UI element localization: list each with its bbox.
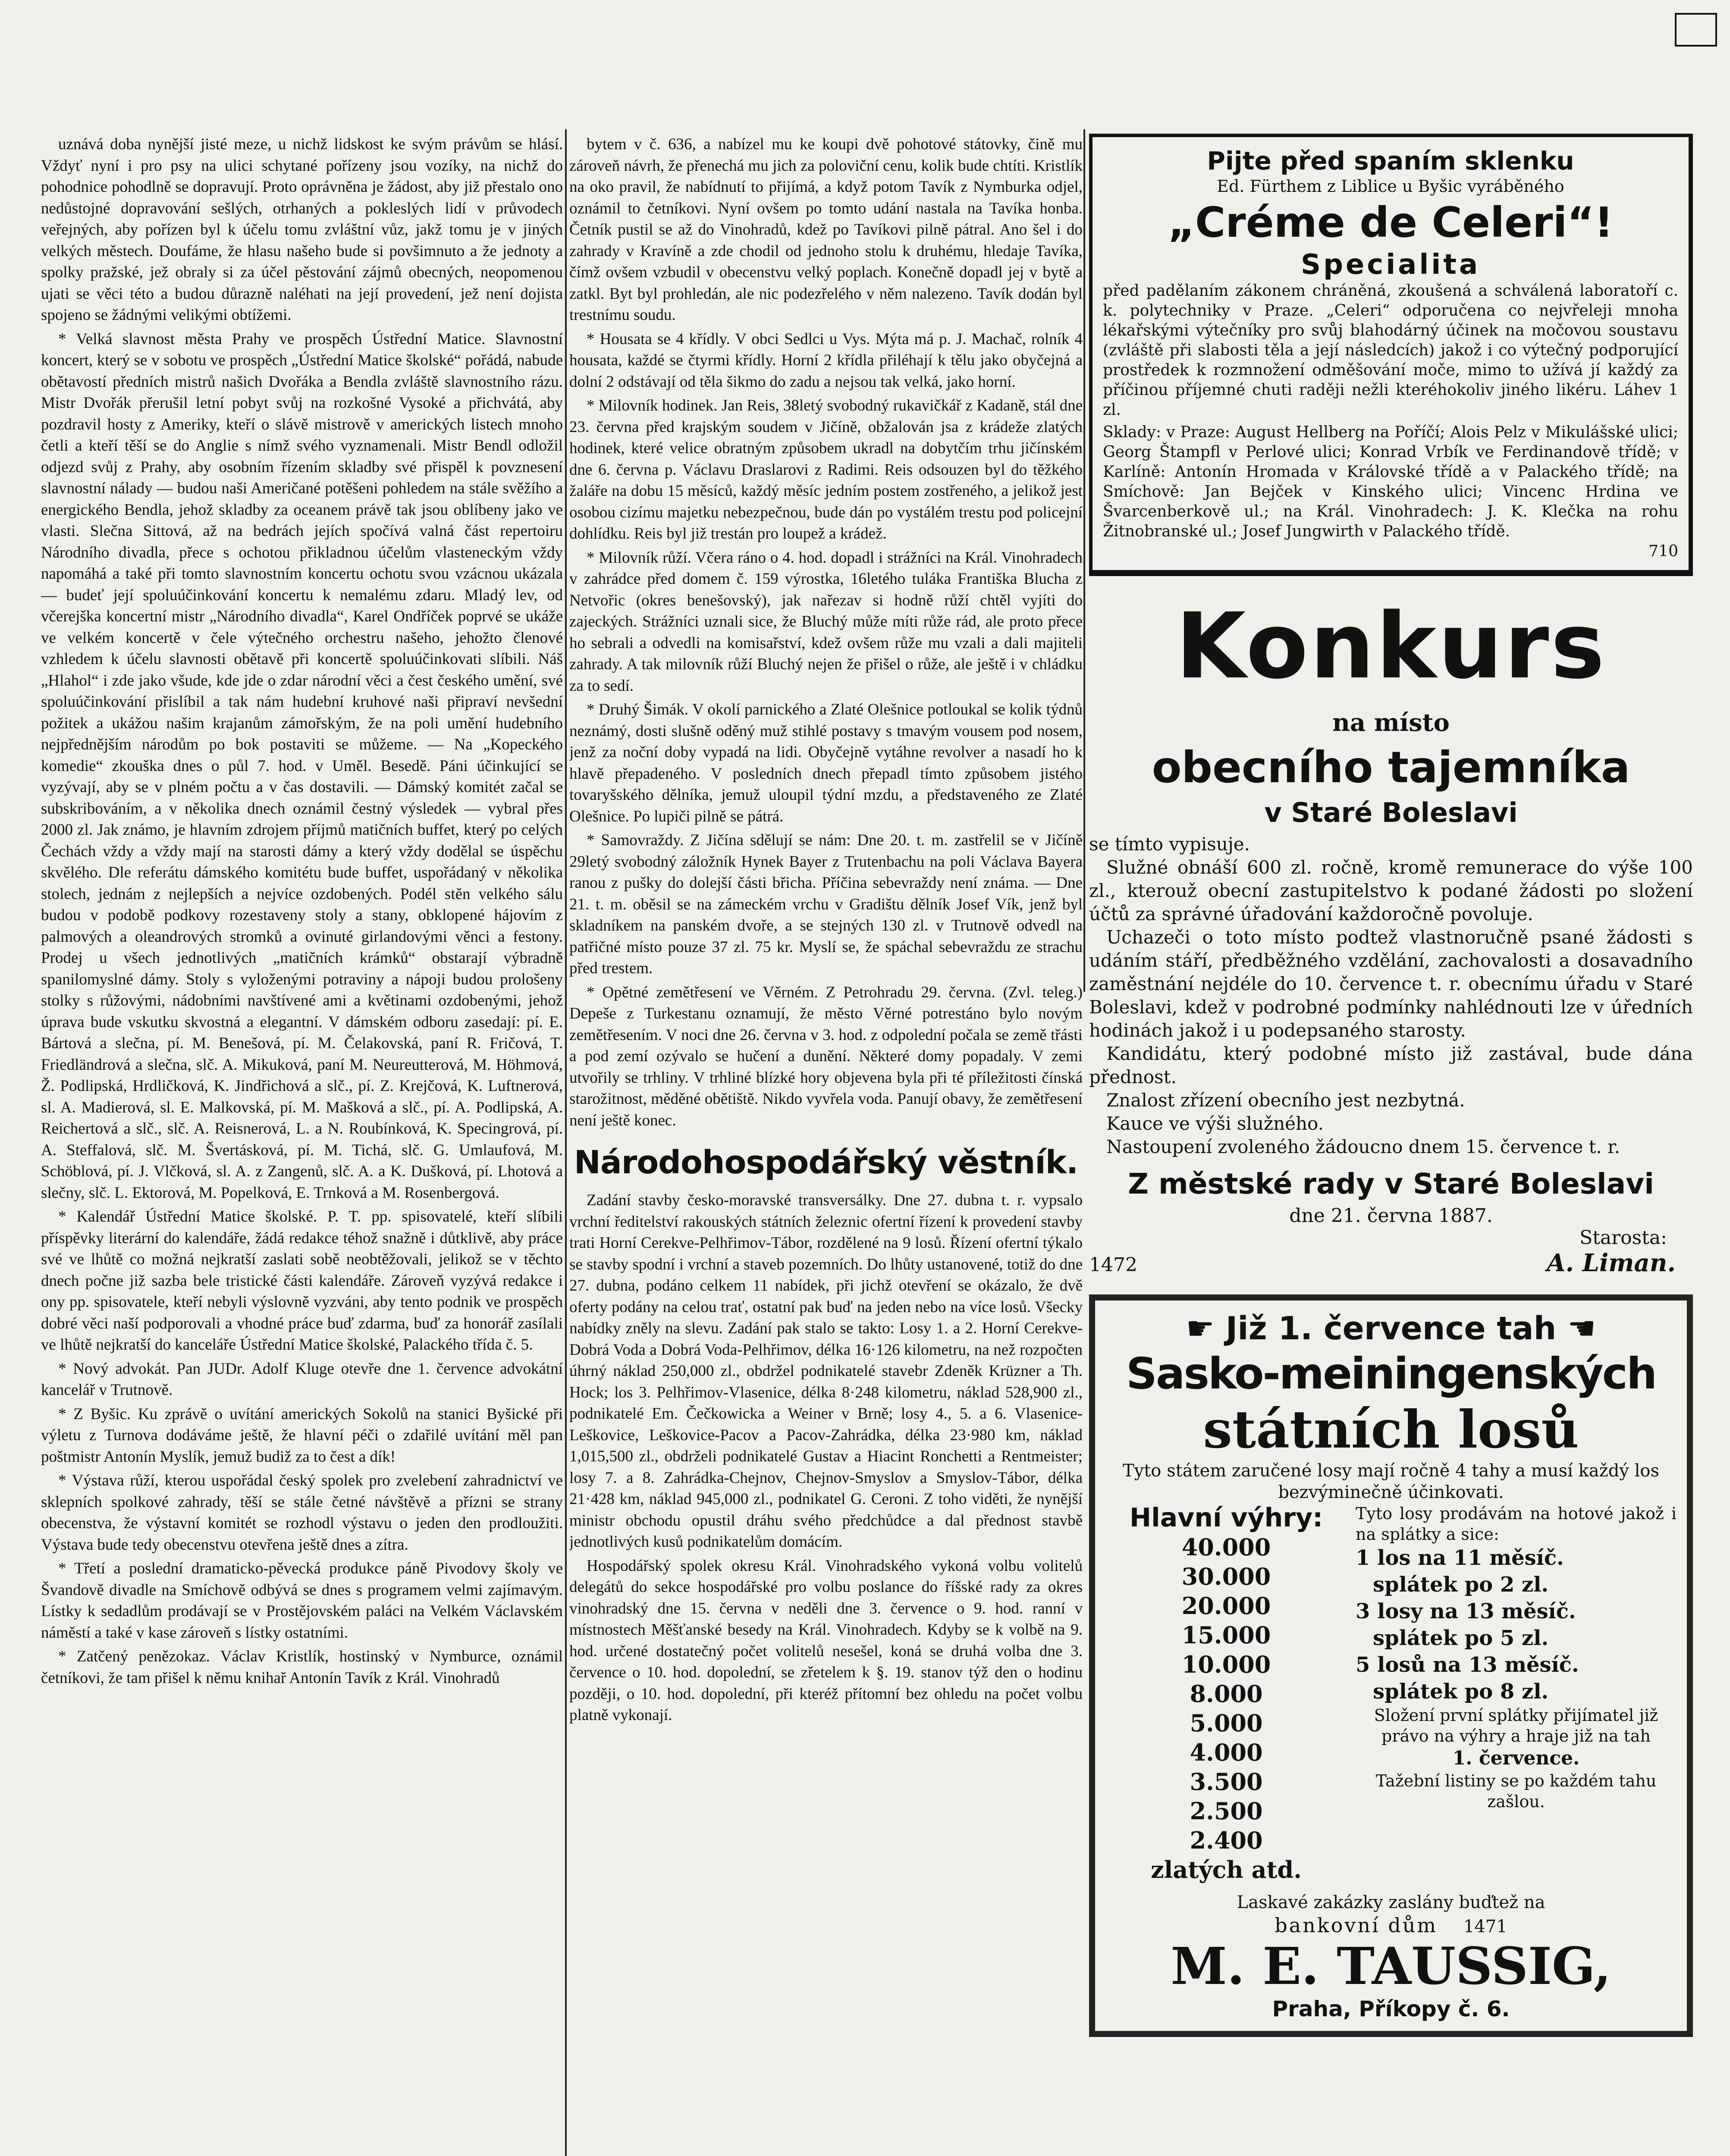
ad-specialty: Specialita [1300,249,1481,281]
offer-line: splátek po 8 zl. [1373,1680,1549,1704]
draw-date: 1. července. [1452,1747,1580,1769]
list-note: Tažební listiny se po každém tahu zašlou. [1375,1771,1657,1811]
ad-number: 710 [1648,542,1678,560]
economy-paragraph: Zadání stavby česko-moravské transversálky. Dne 27. dubna t. r. vypsalo vrchní ředitelství rakouských státních železnic ofertní řízení k provedení stavby trati Horní Cerekve-Pelhřimov-Tábor, rozdělené na 9 losů. Řízení ofertní týkalo se stavby spodní i vrchní a staveb pozemních. Do lhůty ustanovené, totiž do dne 27. dubna, podáno celkem 11 nabídek, při jichž otevření se okázalo, že dvě oferty podány na celou trať, ostatní pak buď na jeden nebo na více losů. Všecky nabídky zněly na slevu. Zadání pak stalo se takto: Losy 1. a 2. Horní Cerekve-Dobrá Voda a Dobrá Voda-Pelhřimov, délka 16·126 kilometru, na než rozpočten úhrný náklad 250,000 zl., obdržel podnikatelé stavebr Zdeněk Krüzner a Th. Hock; los 3. Pelhřimov-Vlasenice, délka 8·248 kilometru, náklad 528,900 zl., podnikatelé Em. Čečkowicka a Weiner v Brně; losy 4., 5. a 6. Vlasenice-Leškovice, Leškovice-Pacov a Pacov-Zahrádka, délka 23·980 km, náklad 1,015,500 zl., obdrželi podnikatelé Gustav a Hiacint Ronchetti a Rentmeister; losy 7. a 8. Zahrádka-Chejnov, Chejnov-Smyslov a Smyslov-Tábor, délka 21·428 km, náklad 945,000 zl., podnikatel G. Ceroni. Z toho viděti, že nynější ministr obchodu opustil dráhu svého předchůdce a dal přednost stavbě jednotlivých kusů podnikatelům domácím. [569,1191,1083,1551]
konkurs-paragraph: Služné obnáší 600 zl. ročně, kromě remunerace do výše 100 zl., kterouž obecní zastupitelstvo k podané žádosti po složení účtů za správné úřadování každoročně povoluje. [1089,857,1693,924]
column-news-2 [569,134,1083,2156]
lottery-date-line [1105,1309,1677,1348]
konkurs-ad-number: 1472 [1089,1254,1137,1276]
prize-amount: 5.000 [1190,1709,1263,1737]
prize-amount: 15.000 [1181,1621,1271,1649]
prizes-label: Hlavní výhry: [1129,1503,1323,1533]
lottery-address: Praha, Příkopy č. 6. [1272,1996,1510,2021]
prize-amount: 30.000 [1181,1563,1271,1590]
lottery-prize-list [1105,1503,1347,1884]
section-title-economy: Národohospodářský věstník. [574,1144,1078,1181]
konkurs-na-misto: na místo [1332,708,1450,737]
ad-konkurs [1089,593,1693,1277]
konkurs-title: Konkurs [1175,593,1607,699]
article-paragraph: uznává doba nynější jisté meze, u nichž lidskost ke svým právům se hlásí. Vždyť nyní i pro psy na ulici schytané pořízeny jsou vozíky, na nichž do pohodnice pohodlně se dopravují. Proto oprávněna je žádost, aby již přestalo ono nedůstojné dopravování sešlých, otrhaných a pokleslých lidí v průvodech veřejných, aby pořízen byl k účelu tomu zvláštní vůz, jakž tomu je v jiných velkých městech. Doufáme, že hlasu našeho bude si povšimnuto a že jednoty a spolky pražské, jež obraly si za účel pěstování zájmů obecných, neopomenou ujati se věci této a budou důrazně naléhati na její provedení, jež není dojista spojeno se žádnými velikými obtížemi. [41,135,563,324]
konkurs-paragraph: Nastoupení zvoleného žádoucno dnem 15. července t. r. [1106,1136,1620,1157]
prize-amount: 2.500 [1190,1797,1263,1825]
article-paragraph: * Z Byšic. Ku zprávě o uvítání amerických Sokolů na stanici Byšické při výletu z Turnova dodáváme ještě, že hlavní péči o zdařilé uvítání měl pan poštmistr Antonín Myslík, jemuž budiž za to čest a dík! [41,1405,563,1466]
offer-line: splátek po 5 zl. [1373,1626,1549,1650]
prize-amount: 20.000 [1181,1592,1271,1620]
konkurs-town: v Staré Boleslavi [1264,797,1518,828]
lottery-firm: M. E. TAUSSIG, [1171,1936,1611,1996]
economy-paragraph: Hospodářský spolek okresu Král. Vinohradského vykoná volbu volitelů delegátů do sekce hospodářské pro volbu poslance do říšské rady za okres vinohradský dne 15. června v neděli dne 3. července o 9. hod. ranní v místnostech Měšťanské besedy na Král. Vinohradech. Kdyby se k volbě na 9. hod. určené dostatečný počet volitelů nesešel, koná se druhá volba dne 3. července o 10. hod. dopolední, se zřetelem k §. 19. stanov týž den o hodinu později, o 10. hod. dopolední, při kteréž přítomní bez ohledu na počet volbu platně vykonají. [569,1557,1083,1724]
ad-maker: Ed. Fürthem z Liblice u Byšic vyráběného [1217,177,1564,196]
offer-line: 3 losy na 13 měsíč. [1356,1599,1576,1623]
article-paragraph: * Třetí a poslední dramaticko-pěvecká produkce páně Pivodovy školy ve Švandově divadle na Smíchově odbývá se dnes s programem velmi zajímavým. Lístky k sedadlům prodávají se v Prostějovském paláci na Velkém Václavském náměstí a také v kase zároveň s lístky ostatními. [41,1560,563,1642]
lottery-date-text: Již 1. července tah [1225,1310,1557,1347]
prize-amount: 3.500 [1190,1768,1263,1796]
ad-body: před padělaním zákonem chráněná, zkoušená a schválená laboratoří c. k. polytechniky v Praze. „Celeri“ odporučena co nejvřeleji mnoha lékařskými výtečníky pro svůj blahodárný účinek na močovou soustavu (zvláště při slabosti těla a její následcích) jakož i co výtečný podporující prostředek k rozmnožení odměšování moče, mimo to užívá jí každý za příčinou příjemné chuti raději nežli kteréhokoliv jiného likéru. Láhev 1 zl. [1103,282,1678,419]
konkurs-paragraph: Kauce ve výši služného. [1106,1113,1324,1134]
bank-label: bankovní dům [1275,1914,1438,1937]
lottery-ad-number: 1471 [1463,1917,1507,1937]
article-paragraph: * Samovraždy. Z Jičína sdělují se nám: Dne 20. t. m. zastřelil se v Jičíně 29letý svobodný záložník Hynek Bayer z Trutenbachu na poli Václava Bayera ranou z pušky do dolejší části břicha. Příčina sebevraždy není známa. — Dne 21. t. m. oběsil se na zámeckém vrchu v Gradištu dělník Josef Vík, jenž byl skladníkem na panském dvoře, a se stejných 130 zl. v Trutnově odvedl na patřičné místo pouze 37 zl. 75 kr. Myslí se, že spáchal sebevraždu ze strachu před trestem. [569,831,1083,977]
ad-lottery [1089,1294,1693,2037]
lottery-title-2: státních losů [1203,1399,1579,1460]
ad-creme-de-celeri [1089,134,1693,576]
column-rule-2 [1083,129,1085,992]
hand-pointer-icon: ☚ [1556,1310,1596,1347]
article-paragraph: * Velká slavnost města Prahy ve prospěch Ústřední Matice. Slavnostní koncert, který se v sobotu ve prospěch „Ústřední Matice školské“ pořádá, nabude obětavostí předních mistrů našich Dvořáka a Bendla zvláště slavnostního rázu. Mistr Dvořák přerušil letní pobyt svůj na rozkošné Vysoké a přichvátá, aby pozdravil hosty z Ameriky, kteří o slávě mistrově v amerických listech mnoho četli a kteří těší se do Anglie s nímž svého vyznamenali. Mistr Bendl odložil odjezd svůj z Prahy, aby osobním řízením skladby své přispěl k povznesení slavnostní nálady — budou naši Američané potěšeni pohledem na stále svěžího a energického Bendla, jehož skladby za oceanem právě tak jsou oblíbeny jako ve vlasti. Slečna Sittová, až na bedrách jejích spočívá valná část repertoiru Národního divadla, přece s ochotou přikladnou účelům vlasteneckým vždy napomáhá a také při tomto slavnostním koncertu ochotu svou vzácnou ukázala — budeť její spoluúčinkování koncertu k nemalému zdaru. Mladý lev, od včerejška koncertní mistr „Národního divadla“, Karel Ondříček poprvé se ukáže ve velkém koncertě v čele výtečného orchestru našeho, jehožto členové vzhledem k účelu slavnosti obětavě při koncertě spoluúčinkovati slíbili. Náš „Hlahol“ i zde jako všude, kde jde o zdar národní věci a čest českého umění, své spoluúčinkování přislíbil a tak nám hudební kruhové naši připraví nevšední požitek a ukážou našim krajanům zámořským, že na poli umění hudebního nejpřednějším národům po bok postaviti se můžeme. — Na „Kopeckého komedie“ zkouška dnes o půl 7. hod. v Uměl. Besedě. Páni účinkující se vyzývají, aby se v plném počtu a v čas dostavili. — Dámský komitét začal se subskribováním, a v několika dnech oznámil čestný výsledek — vybral přes 2000 zl. Jak známo, je hlavním zdrojem příjmů matičních buffet, který po celých Čechách vždy a vždy mají na starosti dámy a který vždy dodělal se úspěchu skvělého. Dle referátu dámského komitétu bude buffet, uspořádaný v několika stolech, jednám z nejlepších a nejvíce ozdobených. Podél stěn velkého sálu budou v podobě podkovy rozestaveny stoly a stany, obklopené hájovím z palmových a oleandrových stromků a ovinuté girlandovými věnci a festony. Prodej u všech jednotlivých „matičních krámků“ obstarají výbradně spanilomyslné dámy. Stoly s vyloženými potraviny a nápoji budou prološeny stolky s růžovými, nádobními navštívené ami a květinami ozdobenými, jehož úprava bude vskutku skvostná a elegantní. V dámském odboru zasedají: pí. E. Bártová a slečna, pí. M. Benešová, pí. M. Čelakovská, paní R. Fričová, T. Friedländrová a slečna, slč. A. Mikuková, paní M. Neureutterová, M. Höhmová, Ž. Podlipská, Hrdličková, K. Jindřichová a slč., pí. Z. Krejčová, K. Luftnerová, sl. A. Madierová, sl. E. Malkovská, pí. M. Mašková a slč., pí. A. Podlipská, A. Reichertová a slč., slč. A. Reisnerová, L. a N. Roubínková, K. Specingrová, pí. A. Steffalová, slč. M. Švertásková, pí. M. Tichá, slč. G. Umlaufová, M. Schöblová, pí. J. Vlčková, sl. A. z Zangenů, slč. A. a K. Dušková, pí. Lhotová a slečny, slč. L. Ektorová, M. Popelková, E. Trnková a M. Rosenbergová. [41,330,563,1202]
prize-amount: 8.000 [1190,1680,1263,1708]
konkurs-paragraph: Kandidátu, který podobné místo již zastával, bude dána přednost. [1089,1043,1693,1087]
article-paragraph: * Druhý Šimák. V okolí parnického a Zlaté Olešnice potloukal se kolik týdnů neznámý, dosti slušně oděný muž stihlé postavy s tmavým vousem pod nosem, jenž za noční doby vypadá na lidi. Obyčejně vytáhne revolver a nasadí ho k hlavě přepadeného. V posledních dnech přepadl tímto způsobem jistého tovaryšského dělníka, jemuž uloupil týdní mzdu, a představeného ze Zlaté Olešnice. Po lupiči pilně se pátrá. [569,701,1083,825]
konkurs-mayor-label: Starosta: [1579,1227,1667,1249]
article-paragraph: * Kalendář Ústřední Matice školské. P. T. pp. spisovatelé, kteří slíbili příspěvky literární do kalendáře, žádá redakce téhož snažně i důtklivě, aby práce své ve lhůtě co možná nejkratší zaslati sobě neobtěžovali, jelikož se v těchto dnech počne již sazba bele tristické části kalendáře. Zároveň vyzývá redakce i ony pp. spisovatele, kteří nebyli výslovně vyzváni, aby tento podnik ve prospěch dobré věci naší podporovali a vhodné práce buď zdarma, buď za honorář zasílali ve lhůtě nejkratší do kanceláře Ústřední Matice školské, Palackého třída č. 5. [41,1208,563,1354]
offer-line: 1 los na 11 měsíč. [1356,1546,1564,1570]
lottery-offers [1356,1503,1677,1884]
konkurs-date: dne 21. června 1887. [1289,1205,1493,1227]
prize-amount: 4.000 [1190,1739,1263,1766]
lottery-prizes [1105,1503,1677,1884]
prizes-suffix: zlatých atd. [1151,1856,1302,1883]
column-rule-1 [565,129,567,2156]
prize-amount: 2.400 [1190,1827,1263,1854]
lottery-title-1: Sasko-meiningenských [1126,1348,1656,1399]
konkurs-position: obecního tajemníka [1152,742,1630,793]
first-payment: Složení první splátky přijímatel již právo na výhry a hraje již na tah [1374,1706,1658,1745]
column-advertisements [1089,134,1693,2156]
prize-amount: 40.000 [1181,1533,1271,1561]
hand-pointer-icon: ☛ [1186,1310,1226,1347]
lottery-guarantee: Tyto státem zaručené losy mají ročně 4 tahy a musí každý los bezvýminečně účinkovati. [1122,1461,1660,1502]
konkurs-from: Z městské rady v Staré Boleslavi [1128,1167,1654,1200]
article-paragraph: * Nový advokát. Pan JUDr. Adolf Kluge otevře dne 1. července advokátní kancelář v Trutnově. [41,1360,563,1399]
offer-intro: Tyto losy prodávám na hotové jakož i na splátky a sice: [1356,1504,1677,1544]
article-paragraph: bytem v č. 636, a nabízel mu ke koupi dvě pohotové státovky, čině mu zároveň návrh, že přenechá mu jich za poloviční cenu, kolik bude chtíti. Kristlík na oko pravil, že nabídnutí to přijímá, a když potom Tavík z Nymburka odjel, oznámil to četníkovi. Nyní ovšem po tomto udání nastala na Tavíka honba. Četník pustil se až do Vinohradů, kdež po Tavíkovi pilně pátral. Ano šel i do zahrady v Kravíně a zde chodil od jednoho stolu k druhému, hledaje Tavíka, čímž ovšem vzbudil v obecenstvu velký poplach. Konečně dopadl jej v bytě a zatkl. Byt byl prohledán, ale nic podezřelého v něm nalezeno. Tavík dodán byl trestnímu soudu. [569,135,1083,324]
article-paragraph: * Opětné zemětřesení ve Věrném. Z Petrohradu 29. června. (Zvl. teleg.) Depeše z Turkestanu oznamují, že město Věrné potrestáno bylo novým zemětřesením. V noci dne 26. června v 3. hod. z odpolední počala se země třásti a pod zemí ozývalo se hučení a dunění. Některé domy popadaly. V zemi utvořily se trhliny. V trhliné blízké hory objevena byla při té příležitosti čínská starožitnost, měděné obětiště. Nikdo vyvřela voda. Panují obavy, že zemětřesení není ještě konec. [569,983,1083,1129]
article-paragraph: * Housata se 4 křídly. V obci Sedlci u Vys. Mýta má p. J. Machač, rolník 4 housata, každé se čtyrmi křídly. Horní 2 křídla přiléhají k tělu jako obyčejná a dolní 2 odstávají od těla šikmo do zadu a nejsou tak velká, jako horní. [569,330,1083,391]
article-paragraph: * Výstava růží, kterou uspořádal český spolek pro zvelebení zahradnictví ve sklepních spolkové zahrady, těší se stále četné návštěvě a přízni se strany obecenstva, že výstavní komitét se rozhodl výstavu o jeden den prodloužiti. Výstava bude tedy obecenstvu otevřena ještě dnes a zítra. [41,1472,563,1554]
prize-amount: 10.000 [1181,1651,1271,1678]
ad-product-name: „Créme de Celeri“! [1168,198,1614,247]
konkurs-paragraph: Znalost zřízení obecního jest nezbytná. [1106,1090,1465,1111]
column-news-1 [41,134,563,2156]
konkurs-intro: se tímto vypisuje. [1089,834,1250,855]
article-paragraph: * Zatčený penězokaz. Václav Kristlík, hostinský v Nymburce, oznámil četníkovi, že tam přišel k němu knihař Antonín Tavík z Král. Vinohradů [41,1648,563,1687]
lottery-orders: Laskavé zakázky zaslány buďtež na [1237,1893,1545,1912]
article-paragraph: * Milovník hodinek. Jan Reis, 38letý svobodný rukavičkář z Kadaně, stál dne 23. června před krajským soudem v Jičíně, obžalován jsa z krádeže zlatých hodinek, které velice obratným způsobem ukradl na dobytčím trhu jičínském dne 6. června p. Václavu Draslarovi z Radimi. Reis odsouzen byl do těžkého žaláře na dobu 15 měsíců, každý měsíc jedním postem zostřeného, a jelikož jest osobou cizímu majetku nebezpečnou, bude dán po vystálém trestu pod policejní dohlídku. Reis byl již trestán pro loupež a krádež. [569,397,1083,542]
ad-stores: Sklady: v Praze: August Hellberg na Poříčí; Alois Pelz v Mikulášské ulici; Georg Štampfl v Perlové ulici; Konrad Vrbík ve Ferdinandově třídě; v Karlíně: Antonín Hromada v Královské třídě a v Palackého třídě; na Smíchově: Jan Bejček v Kinského ulici; Vincenc Hrdina ve Švarcenberkově ul.; na Král. Vinohradech: J. K. Klečka na rohu Žitnobranské ul.; Josef Jungwirth v Palackého třídě. [1103,423,1678,540]
konkurs-paragraph: Uchazeči o toto místo podtež vlastnoručně psané žádosti s udáním stáří, předběžného vzdělání, zachovalosti a dosavadního zaměstnání nejdéle do 10. července t. r. obecnímu úřadu v Staré Boleslavi, kdež v podrobné podmínky nahlédnouti lze v úředních hodinách jakož i u podepsaného starosty. [1089,927,1693,1041]
konkurs-mayor: A. Liman. [1547,1249,1676,1277]
offer-line: 5 losů na 13 měsíč. [1356,1653,1579,1677]
offer-line: splátek po 2 zl. [1373,1573,1549,1597]
ad-headline: Pijte před spaním sklenku [1207,146,1574,175]
corner-mark [1675,13,1717,47]
article-paragraph: * Milovník růží. Včera ráno o 4. hod. dopadl i strážníci na Král. Vinohradech v zahrádce před domem č. 159 výrostka, 16letého tuláka Františka Blucha z Netvořic (okres benešovský), jak nařezav si hodně růží chtěl vyjíti do zajeckých. Strážníci uznali sice, že Bluchý může míti růže rád, ale proto přece ho sebrali a odvedli na komisařství, kdež ovšem růže mu vzali a dali majiteli zahrady. A tak milovník růží Bluchý nejen že přišel o růže, ale ještě i v chládku za to sedí. [569,548,1083,695]
